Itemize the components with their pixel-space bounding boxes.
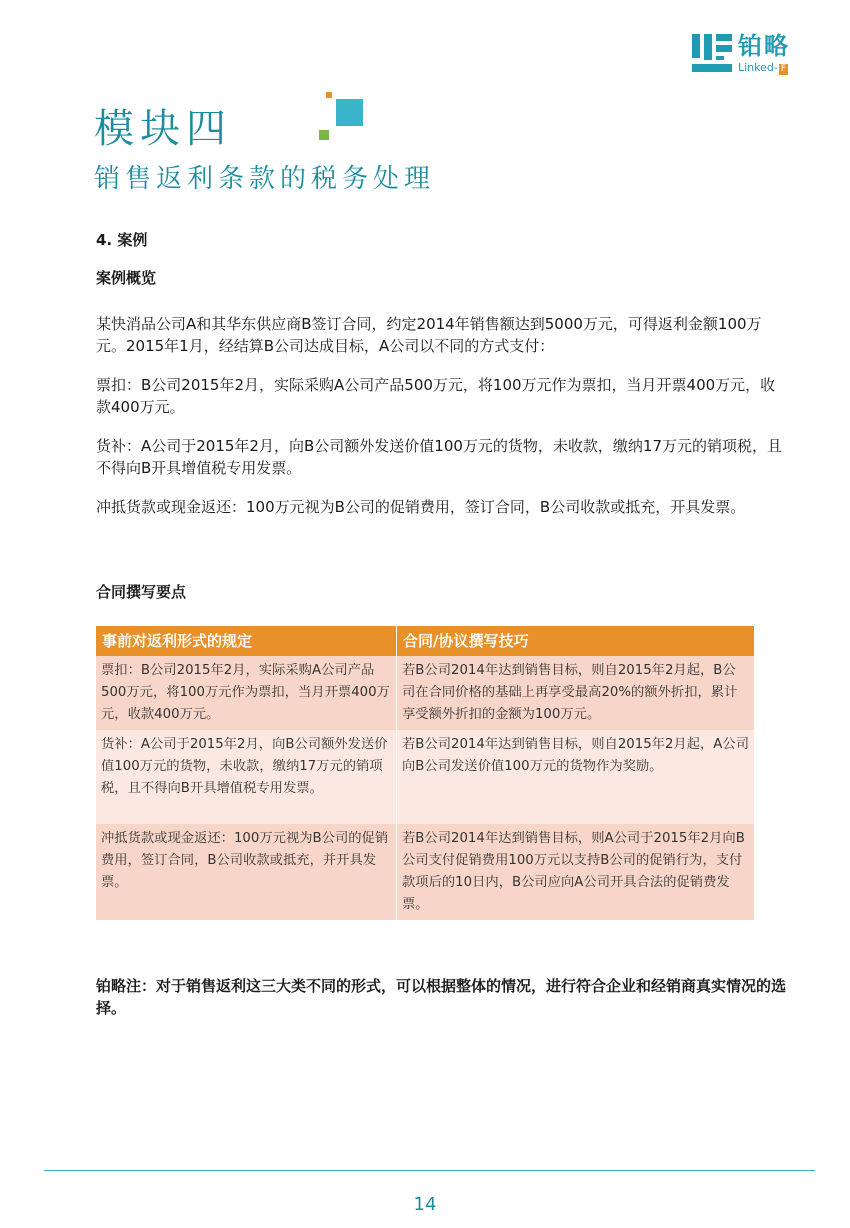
table-header-contract-tips: 合同/协议撰写技巧 <box>397 626 755 656</box>
table-cell: 若B公司2014年达到销售目标，则自2015年2月起，A公司向B公司发送价值100万元的货物作为奖励。 <box>397 730 755 824</box>
table-header-row <box>96 626 754 656</box>
table-row <box>96 656 754 730</box>
decor-square-orange <box>326 92 332 98</box>
table-cell: 货补：A公司于2015年2月，向B公司额外发送价值100万元的货物，未收款，缴纳17万元的销项税，且不得向B开具增值税专用发票。 <box>96 730 397 824</box>
table-row <box>96 824 754 920</box>
page-number: 14 <box>413 1194 437 1215</box>
case-overview-heading: 案例概览 <box>96 269 157 287</box>
decor-square-green <box>319 130 329 140</box>
case-paragraph-intro: 某快消品公司A和其华东供应商B签订合同，约定2014年销售额达到5000万元，可得返利金额100万元。2015年1月，经结算B公司达成目标，A公司以不同的方式支付： <box>96 315 762 355</box>
contract-points-heading: 合同撰写要点 <box>96 583 187 601</box>
logo-subtext <box>738 62 788 75</box>
table-row <box>96 730 754 824</box>
linked-f-note: 铂略注：对于销售返利这三大类不同的形式，可以根据整体的情况，进行符合企业和经销商真实情况的选择。 <box>96 977 787 1017</box>
table-cell: 若B公司2014年达到销售目标，则自2015年2月起，B公司在合同价格的基础上再享受最高20%的额外折扣，累计享受额外折扣的金额为100万元。 <box>397 656 755 730</box>
case-paragraph-invoice-deduction: 票扣：B公司2015年2月，实际采购A公司产品500万元，将100万元作为票扣，当月开票400万元，收款400万元。 <box>96 376 776 416</box>
decor-square-teal <box>336 99 363 126</box>
case-paragraph-cash-rebate: 冲抵货款或现金返还：100万元视为B公司的促销费用，签订合同，B公司收款或抵充，开具发票。 <box>96 498 746 516</box>
section-heading-case: 4. 案例 <box>96 231 148 249</box>
logo-subtext-label: Linked- <box>738 61 778 74</box>
case-paragraph-goods-compensation: 货补：A公司于2015年2月，向B公司额外发送价值100万元的货物，未收款，缴纳17万元的销项税，且不得向B开具增值税专用发票。 <box>96 437 782 477</box>
footer-divider <box>44 1170 815 1171</box>
brand-logo <box>692 32 812 76</box>
table-header-rebate-rules: 事前对返利形式的规定 <box>96 626 397 656</box>
module-title: 模块四 <box>94 106 232 152</box>
module-subtitle: 销售返利条款的税务处理 <box>94 164 436 194</box>
rebate-contract-table <box>96 626 754 920</box>
table-cell: 票扣：B公司2015年2月，实际采购A公司产品500万元，将100万元作为票扣，当月开票400万元，收款400万元。 <box>96 656 397 730</box>
logo-f-badge: F <box>780 64 787 74</box>
table-cell: 若B公司2014年达到销售目标，则A公司于2015年2月向B公司支付促销费用100万元以支持B公司的促销行为，支付款项后的10日内，B公司应向A公司开具合法的促销费发票。 <box>397 824 755 920</box>
logo-name: 铂略 <box>738 32 790 60</box>
table-cell: 冲抵货款或现金返还：100万元视为B公司的促销费用，签订合同，B公司收款或抵充，并开具发票。 <box>96 824 397 920</box>
logo-mark-icon <box>692 34 734 72</box>
